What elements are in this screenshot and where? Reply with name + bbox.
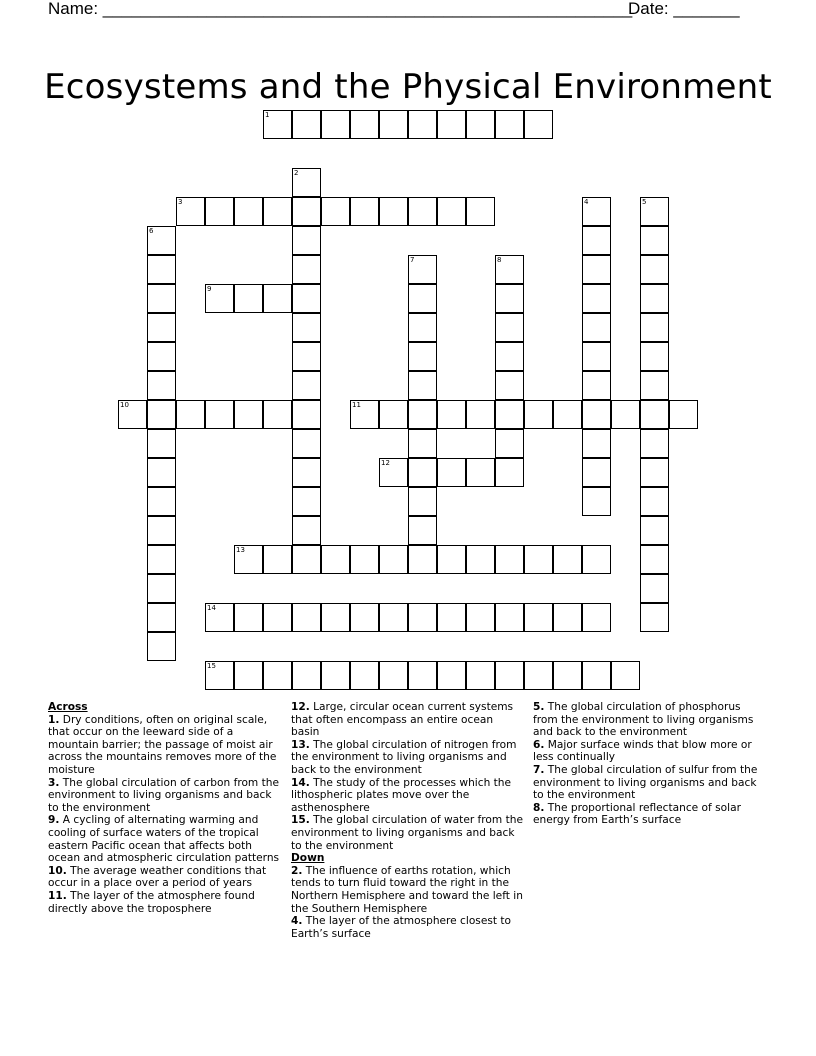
clue-number-label: 8 (497, 256, 502, 264)
clue-number-label: 4 (584, 198, 589, 206)
crossword-cell[interactable] (611, 661, 640, 690)
clues-column-2 (291, 701, 523, 940)
clue-number-label: 2 (294, 169, 299, 177)
crossword-cell[interactable] (205, 400, 234, 429)
crossword-cell[interactable] (350, 400, 379, 429)
clue-number: 13. (291, 738, 310, 751)
clue-number: 15. (291, 814, 310, 827)
crossword-cell[interactable] (379, 400, 408, 429)
clue-text: The average weather conditions that occur in a place over a period of years (48, 864, 267, 890)
crossword-cell[interactable] (582, 371, 611, 400)
crossword-cell[interactable] (408, 458, 437, 487)
crossword-cell[interactable] (582, 661, 611, 690)
crossword-cell[interactable] (205, 284, 234, 313)
crossword-cell[interactable] (147, 516, 176, 545)
clue-section-heading: Down (291, 852, 325, 865)
crossword-cell[interactable] (640, 284, 669, 313)
crossword-cell[interactable] (234, 400, 263, 429)
crossword-cell[interactable] (408, 342, 437, 371)
clue-text: Dry conditions, often on original scale, that occur on the leeward side of a mountain barrier; the passage of moist air across the mountains removes more of the moisture (48, 713, 277, 776)
crossword-cell[interactable] (640, 400, 669, 429)
crossword-cell[interactable] (292, 168, 321, 197)
clue-number-label: 1 (265, 111, 270, 119)
crossword-cell[interactable] (176, 400, 205, 429)
crossword-cell[interactable] (495, 110, 524, 139)
crossword-cell[interactable] (147, 313, 176, 342)
crossword-cell[interactable] (582, 429, 611, 458)
crossword-cell[interactable] (466, 603, 495, 632)
crossword-cell[interactable] (582, 313, 611, 342)
crossword-cell[interactable] (582, 342, 611, 371)
crossword-cell[interactable] (263, 110, 292, 139)
crossword-cell[interactable] (379, 545, 408, 574)
crossword-cell[interactable] (263, 284, 292, 313)
crossword-cell[interactable] (379, 458, 408, 487)
clue-item (291, 915, 523, 940)
clue-text: The layer of the atmosphere closest to Earth’s surface (291, 915, 512, 940)
crossword-cell[interactable] (495, 429, 524, 458)
clue-number: 14. (291, 776, 310, 789)
crossword-cell[interactable] (524, 110, 553, 139)
crossword-cell[interactable] (582, 255, 611, 284)
crossword-cell[interactable] (437, 661, 466, 690)
clue-item (48, 814, 282, 864)
clue-number: 5. (533, 701, 545, 713)
crossword-cell[interactable] (553, 603, 582, 632)
crossword-cell[interactable] (524, 661, 553, 690)
crossword-cell[interactable] (640, 603, 669, 632)
crossword-cell[interactable] (321, 545, 350, 574)
crossword-cell[interactable] (234, 545, 263, 574)
crossword-cell[interactable] (495, 342, 524, 371)
clue-item (533, 764, 763, 802)
crossword-cell[interactable] (582, 458, 611, 487)
crossword-cell[interactable] (640, 342, 669, 371)
clue-text: The global circulation of phosphorus from the environment to living organisms and back to the environment (533, 701, 754, 739)
clue-number-label: 14 (207, 604, 216, 612)
clue-item (48, 865, 282, 890)
crossword-cell[interactable] (466, 110, 495, 139)
crossword-cell[interactable] (408, 284, 437, 313)
crossword-cell[interactable] (553, 545, 582, 574)
crossword-cell[interactable] (582, 545, 611, 574)
crossword-cell[interactable] (263, 197, 292, 226)
crossword-cell[interactable] (321, 603, 350, 632)
crossword-cell[interactable] (350, 110, 379, 139)
clue-text: The global circulation of sulfur from the environment to living organisms and back to the environment (533, 763, 758, 802)
clue-number: 1. (48, 713, 60, 726)
crossword-cell[interactable] (640, 487, 669, 516)
crossword-cell[interactable] (350, 197, 379, 226)
crossword-cell[interactable] (553, 400, 582, 429)
crossword-cell[interactable] (437, 603, 466, 632)
crossword-cell[interactable] (292, 603, 321, 632)
clue-number: 11. (48, 889, 67, 902)
crossword-cell[interactable] (466, 545, 495, 574)
crossword-cell[interactable] (582, 284, 611, 313)
crossword-cell[interactable] (640, 458, 669, 487)
clue-number-label: 7 (410, 256, 415, 264)
crossword-cell[interactable] (205, 661, 234, 690)
crossword-cell[interactable] (292, 545, 321, 574)
crossword-cell[interactable] (524, 603, 553, 632)
clue-item (291, 701, 523, 739)
crossword-cell[interactable] (408, 313, 437, 342)
crossword-cell[interactable] (263, 545, 292, 574)
clues-column-3 (533, 701, 763, 827)
date-field-label: Date: _______ (628, 0, 740, 18)
crossword-cell[interactable] (408, 603, 437, 632)
crossword-cell[interactable] (582, 400, 611, 429)
clue-number: 8. (533, 801, 545, 814)
clue-text: A cycling of alternating warming and cooling of surface waters of the tropical eastern Pacific ocean that affects both ocean and atmospheric circulation patterns (48, 814, 280, 865)
crossword-cell[interactable] (582, 226, 611, 255)
clue-number-label: 3 (178, 198, 183, 206)
clue-text: The global circulation of nitrogen from the environment to living organisms and back to the environment (291, 738, 517, 776)
clue-item (48, 890, 282, 915)
page-title: Ecosystems and the Physical Environment (44, 66, 772, 107)
crossword-cell[interactable] (466, 661, 495, 690)
crossword-cell[interactable] (147, 487, 176, 516)
crossword-cell[interactable] (640, 429, 669, 458)
crossword-cell[interactable] (379, 110, 408, 139)
crossword-cell[interactable] (292, 110, 321, 139)
clue-item (48, 777, 282, 815)
crossword-cell[interactable] (292, 284, 321, 313)
crossword-cell[interactable] (582, 603, 611, 632)
crossword-cell[interactable] (147, 545, 176, 574)
clue-item (533, 739, 763, 764)
crossword-cell[interactable] (437, 197, 466, 226)
crossword-cell[interactable] (408, 487, 437, 516)
clue-number: 3. (48, 776, 60, 789)
crossword-cell[interactable] (321, 661, 350, 690)
clue-text: The influence of earths rotation, which tends to turn fluid toward the right in the Northern Hemisphere and toward the left in the Southern Hemisphere (291, 864, 523, 915)
crossword-cell[interactable] (292, 226, 321, 255)
crossword-cell[interactable] (611, 400, 640, 429)
crossword-cell[interactable] (234, 603, 263, 632)
clue-number-label: 13 (236, 546, 245, 554)
crossword-cell[interactable] (640, 226, 669, 255)
clue-number-label: 15 (207, 662, 216, 670)
crossword-cell[interactable] (408, 516, 437, 545)
crossword-cell[interactable] (466, 400, 495, 429)
crossword-cell[interactable] (263, 661, 292, 690)
clue-item (291, 777, 523, 815)
crossword-cell[interactable] (582, 487, 611, 516)
crossword-cell[interactable] (321, 197, 350, 226)
crossword-cell[interactable] (495, 458, 524, 487)
clue-text: Large, circular ocean current systems that often encompass an entire ocean basin (291, 701, 514, 739)
clue-number: 10. (48, 864, 67, 877)
clues-column-1 (48, 701, 282, 915)
crossword-cell[interactable] (408, 371, 437, 400)
clue-text: The global circulation of water from the environment to living organisms and back to the environment (291, 814, 523, 852)
crossword-cell[interactable] (495, 371, 524, 400)
crossword-cell[interactable] (437, 400, 466, 429)
clue-item (291, 865, 523, 915)
crossword-cell[interactable] (321, 110, 350, 139)
clue-number: 2. (291, 864, 303, 877)
crossword-cell[interactable] (379, 661, 408, 690)
crossword-cell[interactable] (292, 255, 321, 284)
crossword-cell[interactable] (495, 255, 524, 284)
crossword-cell[interactable] (292, 313, 321, 342)
name-field-label: Name: ________________________________________________________ (48, 0, 633, 18)
crossword-cell[interactable] (495, 313, 524, 342)
crossword-cell[interactable] (118, 400, 147, 429)
crossword-cell[interactable] (350, 545, 379, 574)
crossword-cell[interactable] (437, 545, 466, 574)
crossword-cell[interactable] (234, 197, 263, 226)
crossword-cell[interactable] (408, 110, 437, 139)
crossword-cell[interactable] (379, 197, 408, 226)
crossword-cell[interactable] (263, 400, 292, 429)
crossword-cell[interactable] (640, 197, 669, 226)
clue-number: 4. (291, 915, 303, 928)
crossword-cell[interactable] (147, 342, 176, 371)
clue-text: The global circulation of carbon from the environment to living organisms and back to the environment (48, 776, 279, 814)
clue-item (533, 701, 763, 739)
crossword-cell[interactable] (350, 603, 379, 632)
clue-number: 9. (48, 814, 60, 827)
crossword-cell[interactable] (234, 284, 263, 313)
crossword-cell[interactable] (437, 110, 466, 139)
crossword-cell[interactable] (292, 661, 321, 690)
crossword-cell[interactable] (147, 429, 176, 458)
crossword-cell[interactable] (524, 400, 553, 429)
crossword-cell[interactable] (147, 632, 176, 661)
clue-text: The proportional reflectance of solar energy from Earth’s surface (533, 801, 741, 827)
crossword-cell[interactable] (147, 371, 176, 400)
crossword-cell[interactable] (292, 197, 321, 226)
crossword-cell[interactable] (495, 400, 524, 429)
crossword-cell[interactable] (147, 574, 176, 603)
crossword-cell[interactable] (640, 371, 669, 400)
clue-number-label: 11 (352, 401, 361, 409)
clue-item (291, 739, 523, 777)
crossword-cell[interactable] (147, 603, 176, 632)
crossword-cell[interactable] (640, 545, 669, 574)
clue-number: 6. (533, 738, 545, 751)
crossword-cell[interactable] (524, 545, 553, 574)
crossword-cell[interactable] (466, 197, 495, 226)
clue-number-label: 6 (149, 227, 154, 235)
crossword-cell[interactable] (176, 197, 205, 226)
crossword-cell[interactable] (408, 429, 437, 458)
crossword-cell[interactable] (292, 400, 321, 429)
crossword-cell[interactable] (437, 458, 466, 487)
crossword-cell[interactable] (379, 603, 408, 632)
crossword-cell[interactable] (553, 661, 582, 690)
crossword-cell[interactable] (292, 487, 321, 516)
clue-text: Major surface winds that blow more or less continually (533, 738, 752, 764)
crossword-cell[interactable] (408, 545, 437, 574)
clue-number-label: 10 (120, 401, 129, 409)
crossword-cell[interactable] (495, 603, 524, 632)
clue-text: The study of the processes which the lithospheric plates move over the asthenosphere (291, 776, 512, 814)
crossword-cell[interactable] (669, 400, 698, 429)
crossword-cell[interactable] (640, 574, 669, 603)
crossword-cell[interactable] (292, 371, 321, 400)
crossword-cell[interactable] (640, 255, 669, 284)
clue-text: The layer of the atmosphere found directly above the troposphere (48, 889, 255, 915)
crossword-cell[interactable] (582, 197, 611, 226)
crossword-cell[interactable] (292, 516, 321, 545)
clue-item (533, 802, 763, 827)
crossword-cell[interactable] (263, 603, 292, 632)
crossword-cell[interactable] (495, 284, 524, 313)
crossword-cell[interactable] (640, 516, 669, 545)
crossword-cell[interactable] (147, 284, 176, 313)
clue-item (291, 814, 523, 852)
crossword-cell[interactable] (495, 545, 524, 574)
clue-number: 12. (291, 701, 310, 713)
crossword-cell[interactable] (147, 226, 176, 255)
crossword-cell[interactable] (292, 342, 321, 371)
clue-number-label: 12 (381, 459, 390, 467)
crossword-cell[interactable] (234, 661, 263, 690)
clue-number-label: 5 (642, 198, 647, 206)
crossword-cell[interactable] (640, 313, 669, 342)
clue-number-label: 9 (207, 285, 212, 293)
crossword-cell[interactable] (408, 197, 437, 226)
crossword-cell[interactable] (466, 458, 495, 487)
crossword-cell[interactable] (205, 197, 234, 226)
clue-section-heading: Across (48, 701, 88, 713)
crossword-cell[interactable] (292, 429, 321, 458)
crossword-cell[interactable] (350, 661, 379, 690)
clue-number: 7. (533, 763, 545, 776)
clue-item (48, 714, 282, 777)
crossword-cell[interactable] (408, 255, 437, 284)
crossword-cell[interactable] (408, 400, 437, 429)
crossword-cell[interactable] (408, 661, 437, 690)
crossword-cell[interactable] (147, 400, 176, 429)
crossword-cell[interactable] (205, 603, 234, 632)
crossword-cell[interactable] (292, 458, 321, 487)
crossword-cell[interactable] (147, 255, 176, 284)
crossword-cell[interactable] (495, 661, 524, 690)
crossword-cell[interactable] (147, 458, 176, 487)
